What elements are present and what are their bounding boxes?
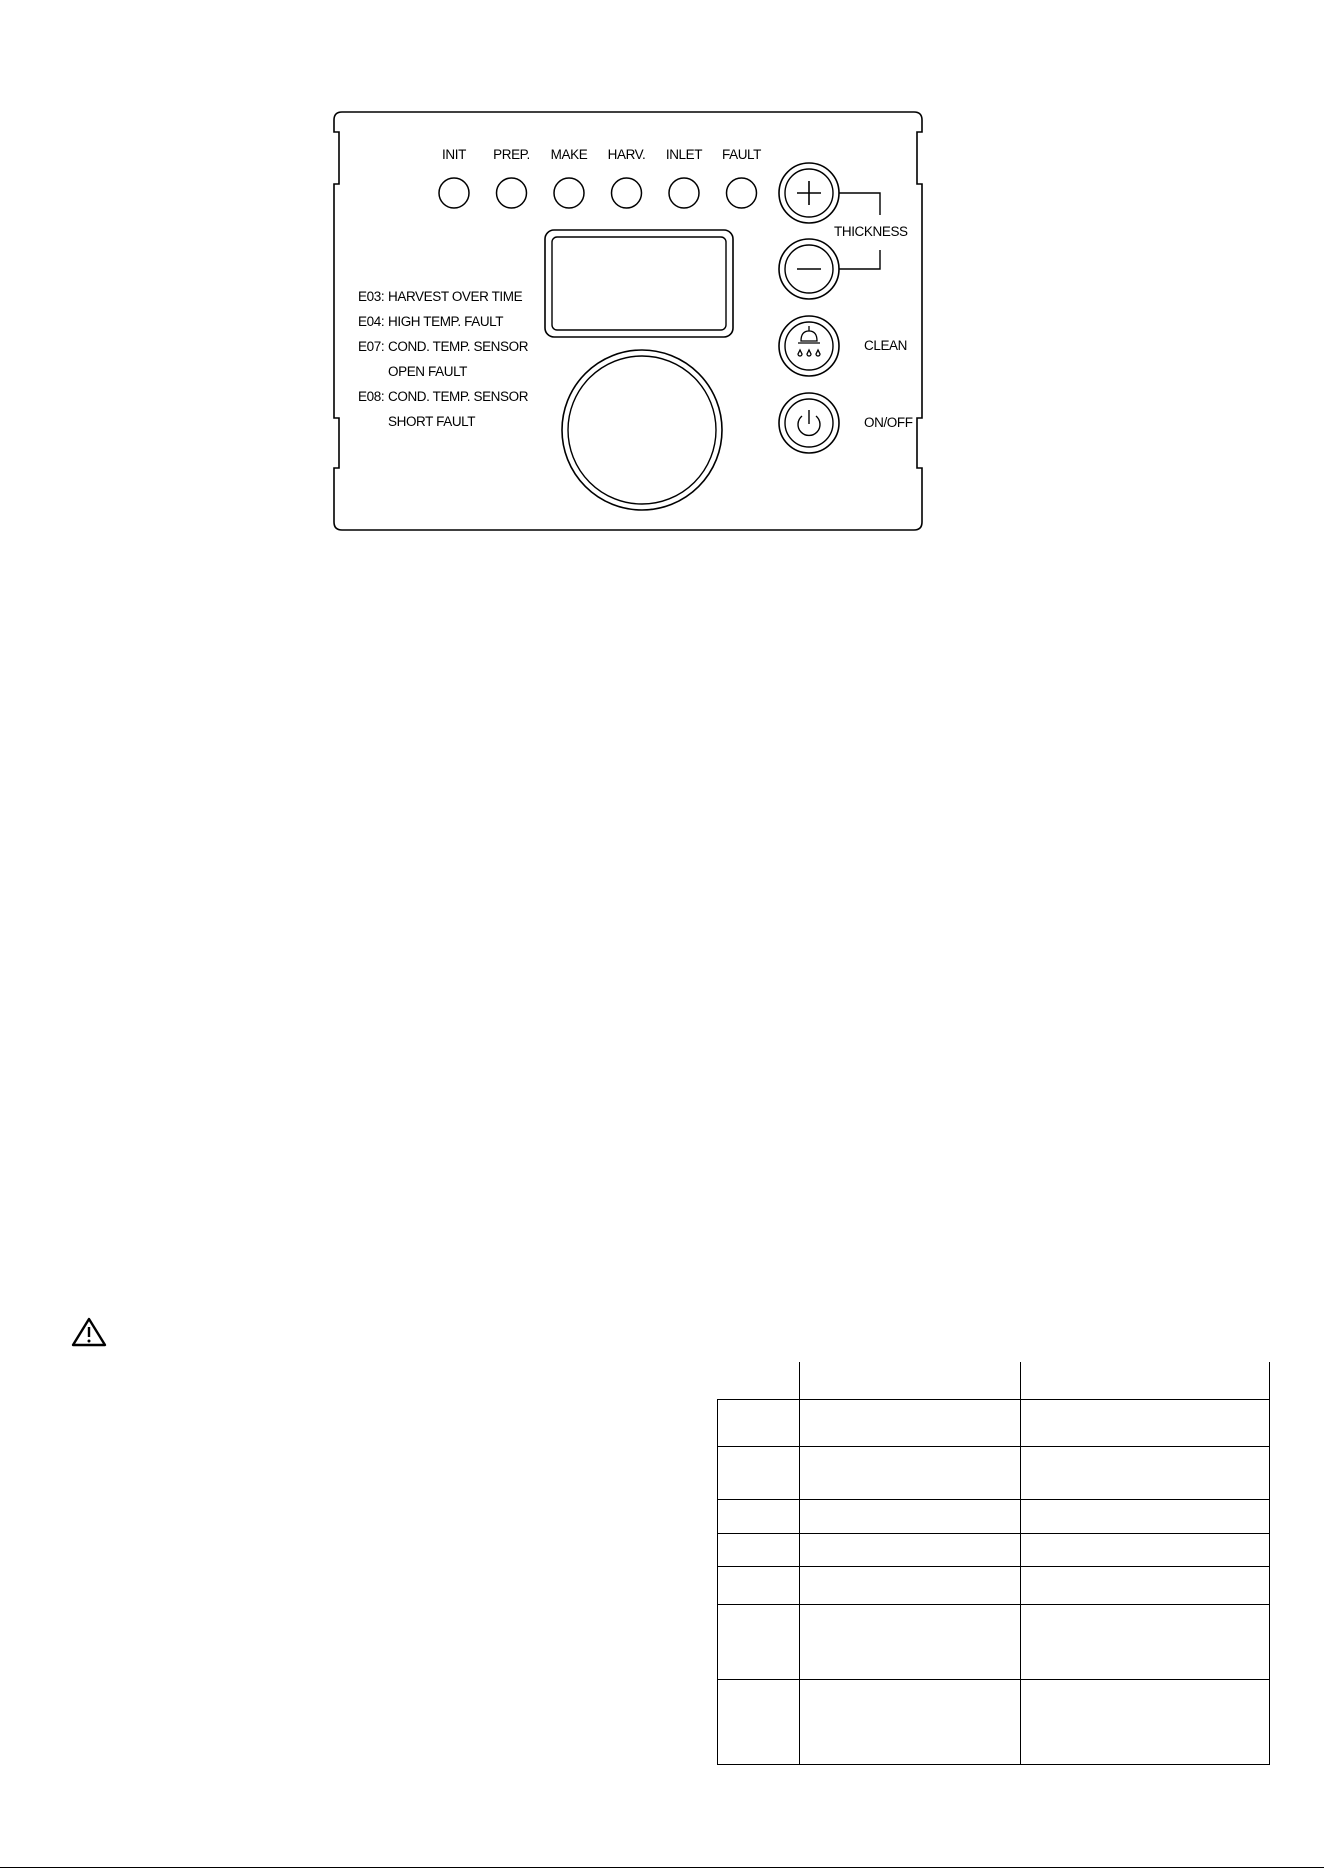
error-description: COND. TEMP. SENSOR: [388, 339, 529, 354]
onoff-label: ON/OFF: [864, 415, 913, 430]
table-row: [718, 1362, 1270, 1399]
table-row: [718, 1533, 1270, 1566]
indicator-label: INLET: [665, 147, 703, 162]
indicator-label: FAULT: [721, 147, 762, 162]
table-cell: [718, 1499, 800, 1533]
table-row: [718, 1679, 1270, 1764]
table-cell: [718, 1566, 800, 1604]
error-description: HIGH TEMP. FAULT: [388, 314, 504, 329]
clean-label: CLEAN: [864, 338, 908, 353]
clean-button[interactable]: [779, 316, 839, 376]
error-code: E08:: [358, 389, 385, 404]
table-cell: [800, 1604, 1020, 1679]
error-code-legend: [358, 289, 529, 429]
display-window-outer: [545, 230, 733, 337]
table-cell: [1020, 1533, 1269, 1566]
error-code: E03:: [358, 289, 385, 304]
display-window-inner: [552, 237, 726, 330]
spec-table: [717, 1362, 1270, 1765]
thickness-plus-button[interactable]: [779, 163, 839, 223]
power-icon: [798, 410, 820, 435]
table-row: [718, 1399, 1270, 1446]
table-cell: [718, 1679, 800, 1764]
table-cell: [1020, 1679, 1269, 1764]
error-description-cont: OPEN FAULT: [388, 364, 468, 379]
table-cell: [800, 1679, 1020, 1764]
table-cell: [1020, 1399, 1269, 1446]
table-cell: [718, 1362, 800, 1399]
thickness-label: THICKNESS: [834, 224, 908, 239]
indicator-light: [669, 178, 699, 208]
indicator-label: MAKE: [550, 147, 588, 162]
table-cell: [800, 1533, 1020, 1566]
error-code: E04:: [358, 314, 385, 329]
indicator-light: [439, 178, 469, 208]
table-cell: [718, 1399, 800, 1446]
shower-clean-icon: [798, 326, 820, 356]
table-cell: [800, 1399, 1020, 1446]
plus-icon: [797, 181, 821, 205]
table-row: [718, 1499, 1270, 1533]
table-cell: [800, 1362, 1020, 1399]
table-cell: [1020, 1604, 1269, 1679]
error-description: COND. TEMP. SENSOR: [388, 389, 529, 404]
indicator-light: [497, 178, 527, 208]
control-knob-inner: [568, 356, 716, 504]
indicator-label: PREP.: [493, 147, 530, 162]
table-cell: [718, 1446, 800, 1499]
indicator-light: [554, 178, 584, 208]
table-cell: [800, 1446, 1020, 1499]
warning-triangle-icon: [70, 1316, 108, 1348]
indicator-label: HARV.: [607, 147, 646, 162]
error-code: E07:: [358, 339, 385, 354]
indicator-light: [727, 178, 757, 208]
error-description-cont: SHORT FAULT: [388, 414, 476, 429]
table-row: [718, 1446, 1270, 1499]
error-description: HARVEST OVER TIME: [388, 289, 523, 304]
table-row: [718, 1604, 1270, 1679]
table-cell: [1020, 1362, 1269, 1399]
onoff-button[interactable]: [779, 393, 839, 453]
table-cell: [800, 1566, 1020, 1604]
table-cell: [1020, 1446, 1269, 1499]
page-bottom-rule: [0, 1867, 1324, 1868]
table-cell: [1020, 1566, 1269, 1604]
table-cell: [800, 1499, 1020, 1533]
table-row: [718, 1566, 1270, 1604]
table-cell: [718, 1533, 800, 1566]
control-knob[interactable]: [562, 350, 722, 510]
indicator-light: [612, 178, 642, 208]
table-cell: [718, 1604, 800, 1679]
table-cell: [1020, 1499, 1269, 1533]
thickness-minus-button[interactable]: [779, 239, 839, 299]
indicator-row: [439, 147, 761, 208]
indicator-label: INIT: [442, 147, 466, 162]
